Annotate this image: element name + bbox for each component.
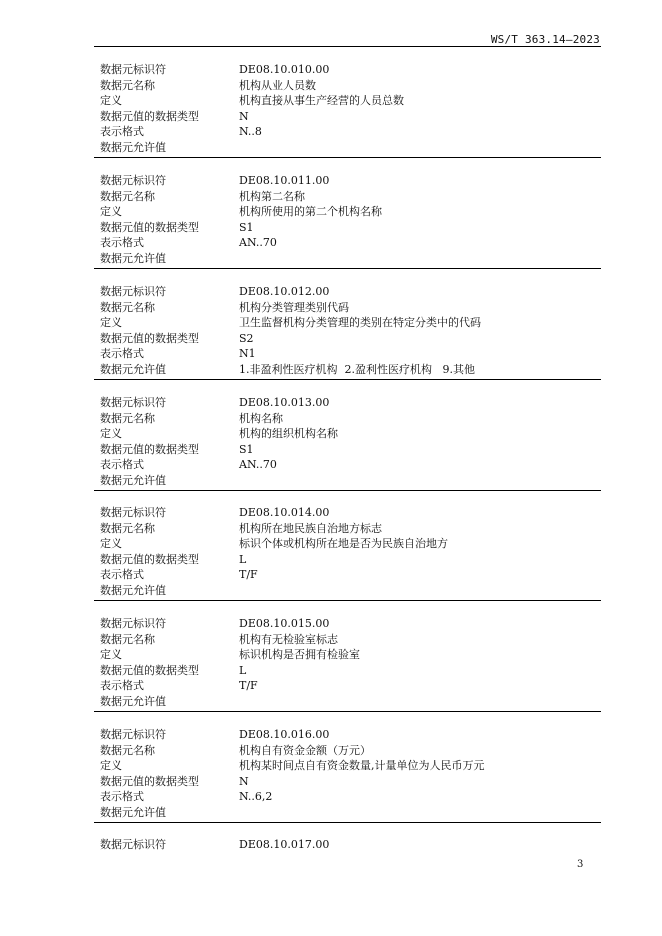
identifier-value: DE08.10.014.00 — [239, 506, 330, 519]
definition-label: 定义 — [100, 316, 122, 330]
data-type-value: S1 — [239, 220, 254, 234]
identifier-row — [100, 837, 600, 853]
entry-separator — [94, 268, 601, 269]
data-type-label: 数据元值的数据类型 — [100, 552, 199, 566]
entry-separator — [94, 157, 601, 158]
data-type-value: N — [239, 774, 249, 788]
identifier-row — [100, 284, 600, 300]
allowed-values-label: 数据元允许值 — [100, 362, 166, 376]
data-element-entry — [100, 173, 600, 267]
identifier-label: 数据元标识符 — [100, 506, 166, 519]
identifier-value: DE08.10.016.00 — [239, 728, 330, 741]
entry-separator — [94, 711, 601, 712]
allowed-values-row — [100, 583, 600, 599]
format-label: 表示格式 — [100, 568, 144, 582]
definition-value: 卫生监督机构分类管理的类别在特定分类中的代码 — [239, 316, 481, 330]
data-type-value: L — [239, 663, 247, 677]
identifier-row — [100, 173, 600, 189]
identifier-row — [100, 62, 600, 78]
data-type-row — [100, 220, 600, 236]
identifier-label: 数据元标识符 — [100, 396, 166, 409]
format-row — [100, 789, 600, 805]
definition-label: 定义 — [100, 759, 122, 773]
identifier-label: 数据元标识符 — [100, 285, 166, 298]
page-number: 3 — [577, 859, 584, 870]
allowed-values-label: 数据元允许值 — [100, 473, 166, 487]
format-value: N..6,2 — [239, 790, 273, 804]
identifier-row — [100, 505, 600, 521]
data-type-value: S2 — [239, 331, 254, 345]
definition-row — [100, 93, 600, 109]
identifier-row — [100, 395, 600, 411]
identifier-label: 数据元标识符 — [100, 63, 166, 76]
definition-value: 机构所使用的第二个机构名称 — [239, 205, 382, 219]
identifier-label: 数据元标识符 — [100, 174, 166, 187]
name-value: 机构从业人员数 — [239, 78, 316, 92]
identifier-value: DE08.10.011.00 — [239, 174, 330, 187]
entry-separator — [94, 379, 601, 380]
data-element-entry — [100, 62, 600, 156]
data-type-label: 数据元值的数据类型 — [100, 109, 199, 123]
allowed-values-label: 数据元允许值 — [100, 251, 166, 265]
format-value: T/F — [239, 568, 258, 582]
format-row — [100, 457, 600, 473]
allowed-values-row — [100, 473, 600, 489]
format-value: N..8 — [239, 125, 262, 139]
format-row — [100, 567, 600, 583]
definition-value: 标识个体或机构所在地是否为民族自治地方 — [239, 537, 448, 551]
format-row — [100, 346, 600, 362]
definition-value: 标识机构是否拥有检验室 — [239, 648, 360, 662]
data-type-row — [100, 442, 600, 458]
data-type-label: 数据元值的数据类型 — [100, 442, 199, 456]
name-label: 数据元名称 — [100, 521, 155, 535]
data-element-entry — [100, 395, 600, 489]
name-row — [100, 743, 600, 759]
allowed-values-row — [100, 362, 600, 378]
data-element-entry — [100, 837, 600, 853]
name-row — [100, 411, 600, 427]
data-type-label: 数据元值的数据类型 — [100, 663, 199, 677]
data-type-value: N — [239, 109, 249, 123]
definition-label: 定义 — [100, 94, 122, 108]
identifier-row — [100, 616, 600, 632]
identifier-row — [100, 727, 600, 743]
allowed-values-label: 数据元允许值 — [100, 583, 166, 597]
data-type-value: S1 — [239, 442, 254, 456]
allowed-values-row — [100, 251, 600, 267]
identifier-label: 数据元标识符 — [100, 728, 166, 741]
definition-row — [100, 647, 600, 663]
data-element-entry — [100, 616, 600, 710]
name-row — [100, 189, 600, 205]
definition-row — [100, 315, 600, 331]
name-label: 数据元名称 — [100, 78, 155, 92]
name-label: 数据元名称 — [100, 632, 155, 646]
standard-code: WS/T 363.14—2023 — [490, 33, 600, 46]
allowed-values-row — [100, 140, 600, 156]
name-row — [100, 78, 600, 94]
definition-label: 定义 — [100, 205, 122, 219]
entry-separator — [94, 822, 601, 823]
definition-row — [100, 426, 600, 442]
format-label: 表示格式 — [100, 458, 144, 472]
format-label: 表示格式 — [100, 679, 144, 693]
name-label: 数据元名称 — [100, 743, 155, 757]
format-label: 表示格式 — [100, 236, 144, 250]
allowed-values-row — [100, 694, 600, 710]
data-type-row — [100, 552, 600, 568]
definition-row — [100, 758, 600, 774]
format-row — [100, 124, 600, 140]
name-value: 机构有无检验室标志 — [239, 632, 338, 646]
format-label: 表示格式 — [100, 347, 144, 361]
data-type-row — [100, 663, 600, 679]
definition-label: 定义 — [100, 537, 122, 551]
definition-label: 定义 — [100, 427, 122, 441]
identifier-value: DE08.10.015.00 — [239, 617, 330, 630]
name-label: 数据元名称 — [100, 189, 155, 203]
data-element-entry — [100, 284, 600, 378]
name-value: 机构名称 — [239, 411, 283, 425]
name-value: 机构第二名称 — [239, 189, 305, 203]
format-label: 表示格式 — [100, 125, 144, 139]
allowed-values-row — [100, 805, 600, 821]
header-rule — [94, 46, 601, 47]
name-row — [100, 300, 600, 316]
format-value: AN..70 — [239, 458, 277, 472]
format-label: 表示格式 — [100, 790, 144, 804]
name-label: 数据元名称 — [100, 300, 155, 314]
definition-row — [100, 536, 600, 552]
identifier-value: DE08.10.012.00 — [239, 285, 330, 298]
format-value: AN..70 — [239, 236, 277, 250]
definition-label: 定义 — [100, 648, 122, 662]
definition-value: 机构某时间点自有资金数量,计量单位为人民币万元 — [239, 759, 485, 773]
identifier-label: 数据元标识符 — [100, 838, 166, 851]
allowed-values-label: 数据元允许值 — [100, 694, 166, 708]
data-type-row — [100, 109, 600, 125]
name-value: 机构分类管理类别代码 — [239, 300, 349, 314]
allowed-values-label: 数据元允许值 — [100, 805, 166, 819]
name-label: 数据元名称 — [100, 411, 155, 425]
name-row — [100, 521, 600, 537]
name-row — [100, 632, 600, 648]
data-type-label: 数据元值的数据类型 — [100, 774, 199, 788]
allowed-values-label: 数据元允许值 — [100, 140, 166, 154]
format-value: T/F — [239, 679, 258, 693]
identifier-value: DE08.10.017.00 — [239, 838, 330, 851]
data-type-row — [100, 331, 600, 347]
data-type-label: 数据元值的数据类型 — [100, 331, 199, 345]
format-row — [100, 678, 600, 694]
data-element-entry — [100, 505, 600, 599]
identifier-value: DE08.10.013.00 — [239, 396, 330, 409]
data-type-label: 数据元值的数据类型 — [100, 220, 199, 234]
entry-separator — [94, 490, 601, 491]
name-value: 机构自有资金金额（万元） — [239, 743, 371, 757]
definition-row — [100, 204, 600, 220]
identifier-value: DE08.10.010.00 — [239, 63, 330, 76]
identifier-label: 数据元标识符 — [100, 617, 166, 630]
entry-separator — [94, 600, 601, 601]
data-type-row — [100, 774, 600, 790]
format-value: N1 — [239, 347, 256, 361]
data-element-entry — [100, 727, 600, 821]
data-type-value: L — [239, 552, 247, 566]
format-row — [100, 235, 600, 251]
allowed-values-value: 1.非盈利性医疗机构 2.盈利性医疗机构 9.其他 — [239, 362, 475, 376]
definition-value: 机构的组织机构名称 — [239, 427, 338, 441]
definition-value: 机构直接从事生产经营的人员总数 — [239, 94, 404, 108]
name-value: 机构所在地民族自治地方标志 — [239, 521, 382, 535]
